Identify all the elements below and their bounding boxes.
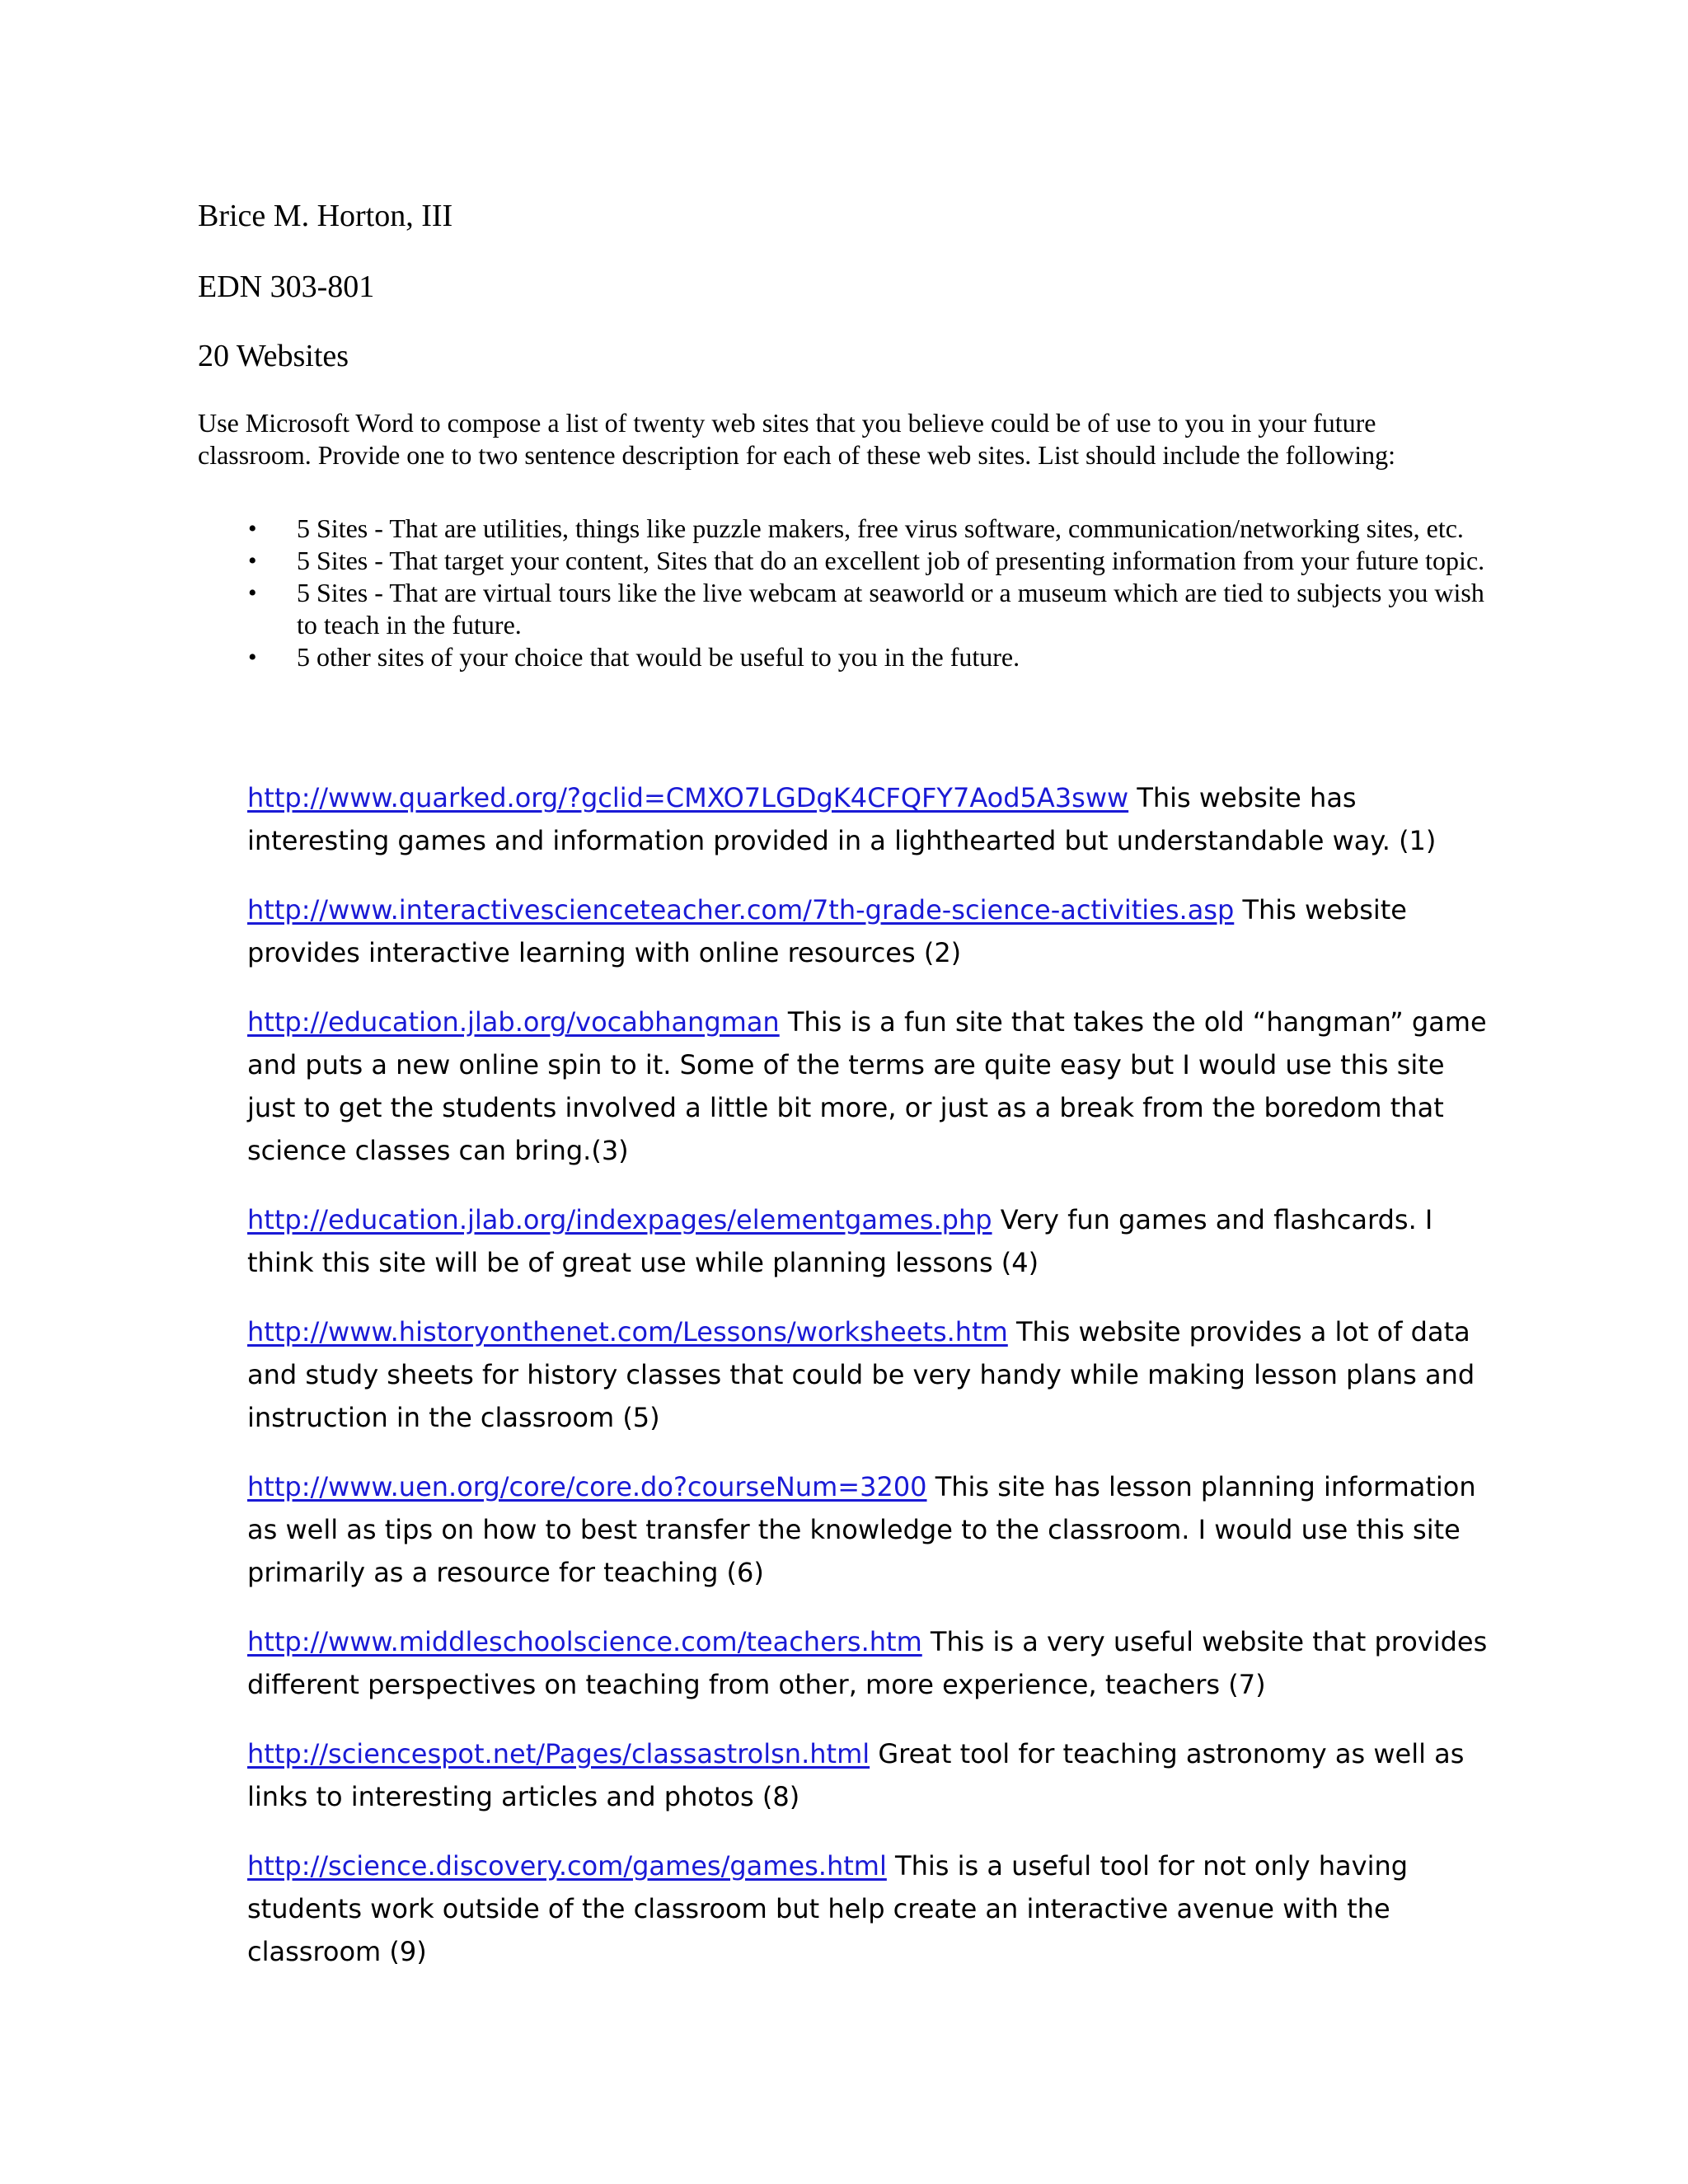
website-description: This site has lesson planning information as well as tips on how to best transfer the knowledge to the classroom. I would use this site primarily as a resource for teaching (6) <box>247 1471 1476 1588</box>
website-description: This website provides interactive learning with online resources (2) <box>247 894 1407 968</box>
website-link[interactable]: http://sciencespot.net/Pages/classastrolsn.html <box>247 1738 870 1769</box>
document-title: 20 Websites <box>198 339 349 373</box>
website-link[interactable]: http://education.jlab.org/vocabhangman <box>247 1006 780 1038</box>
requirement-item <box>198 513 1500 545</box>
requirement-item <box>198 641 1500 673</box>
website-link[interactable]: http://www.interactivescienceteacher.com/7th-grade-science-activities.asp <box>247 894 1235 926</box>
website-description: This is a very useful website that provides different perspectives on teaching from other, more experience, teachers (7) <box>247 1626 1488 1700</box>
website-entry <box>247 1620 1500 1706</box>
bullet-icon: • <box>248 547 257 574</box>
website-link[interactable]: http://education.jlab.org/indexpages/elementgames.php <box>247 1204 992 1235</box>
requirement-text: 5 Sites - That are utilities, things like puzzle makers, free virus software, communication/networking sites, etc. <box>297 513 1464 543</box>
website-description: This is a useful tool for not only having students work outside of the classroom but help create an interactive avenue with the classroom (9) <box>247 1850 1409 1967</box>
requirement-text: 5 other sites of your choice that would be useful to you in the future. <box>297 642 1020 672</box>
website-entry <box>247 776 1500 862</box>
website-link[interactable]: http://www.quarked.org/?gclid=CMXO7LGDgK4CFQFY7Aod5A3sww <box>247 782 1129 813</box>
bullet-icon: • <box>248 515 257 542</box>
website-link[interactable]: http://www.historyonthenet.com/Lessons/worksheets.htm <box>247 1316 1008 1347</box>
author-name: Brice M. Horton, III <box>198 199 453 233</box>
course-code: EDN 303-801 <box>198 269 375 304</box>
requirements-list <box>198 513 1500 673</box>
website-description: Great tool for teaching astronomy as well as links to interesting articles and photos (8) <box>247 1738 1465 1812</box>
website-list <box>247 776 1500 1999</box>
requirement-item <box>198 545 1500 577</box>
assignment-instructions: Use Microsoft Word to compose a list of twenty web sites that you believe could be of use to you in your future classroom. Provide one to two sentence description for each of these web sites. List should include the following: <box>198 408 1395 470</box>
website-description: This website has interesting games and information provided in a lighthearted but understandable way. (1) <box>247 782 1437 856</box>
website-entry <box>247 888 1500 974</box>
website-entry <box>247 1310 1500 1439</box>
bullet-icon: • <box>248 644 257 671</box>
website-link[interactable]: http://www.middleschoolscience.com/teachers.htm <box>247 1626 922 1657</box>
website-link[interactable]: http://www.uen.org/core/core.do?courseNum=3200 <box>247 1471 927 1502</box>
requirement-text: 5 Sites - That target your content, Sites that do an excellent job of presenting information from your future topic. <box>297 546 1485 575</box>
requirement-item <box>198 577 1500 641</box>
website-entry <box>247 1844 1500 1973</box>
bullet-icon: • <box>248 579 257 607</box>
website-entry <box>247 1465 1500 1594</box>
website-entry <box>247 1732 1500 1818</box>
requirement-text: 5 Sites - That are virtual tours like the live webcam at seaworld or a museum which are tied to subjects you wish to teach in the future. <box>297 578 1484 640</box>
website-description: This is a fun site that takes the old “hangman” game and puts a new online spin to it. Some of the terms are quite easy but I would use this site just to get the students involved a little bit more, or just as a break from the boredom that science classes can bring.(3) <box>247 1006 1487 1166</box>
website-link[interactable]: http://science.discovery.com/games/games.html <box>247 1850 887 1882</box>
website-description: This website provides a lot of data and study sheets for history classes that could be very handy while making lesson plans and instruction in the classroom (5) <box>247 1316 1475 1433</box>
website-description: Very fun games and flashcards. I think this site will be of great use while planning lessons (4) <box>247 1204 1433 1278</box>
website-entry <box>247 1198 1500 1284</box>
website-entry <box>247 1001 1500 1172</box>
